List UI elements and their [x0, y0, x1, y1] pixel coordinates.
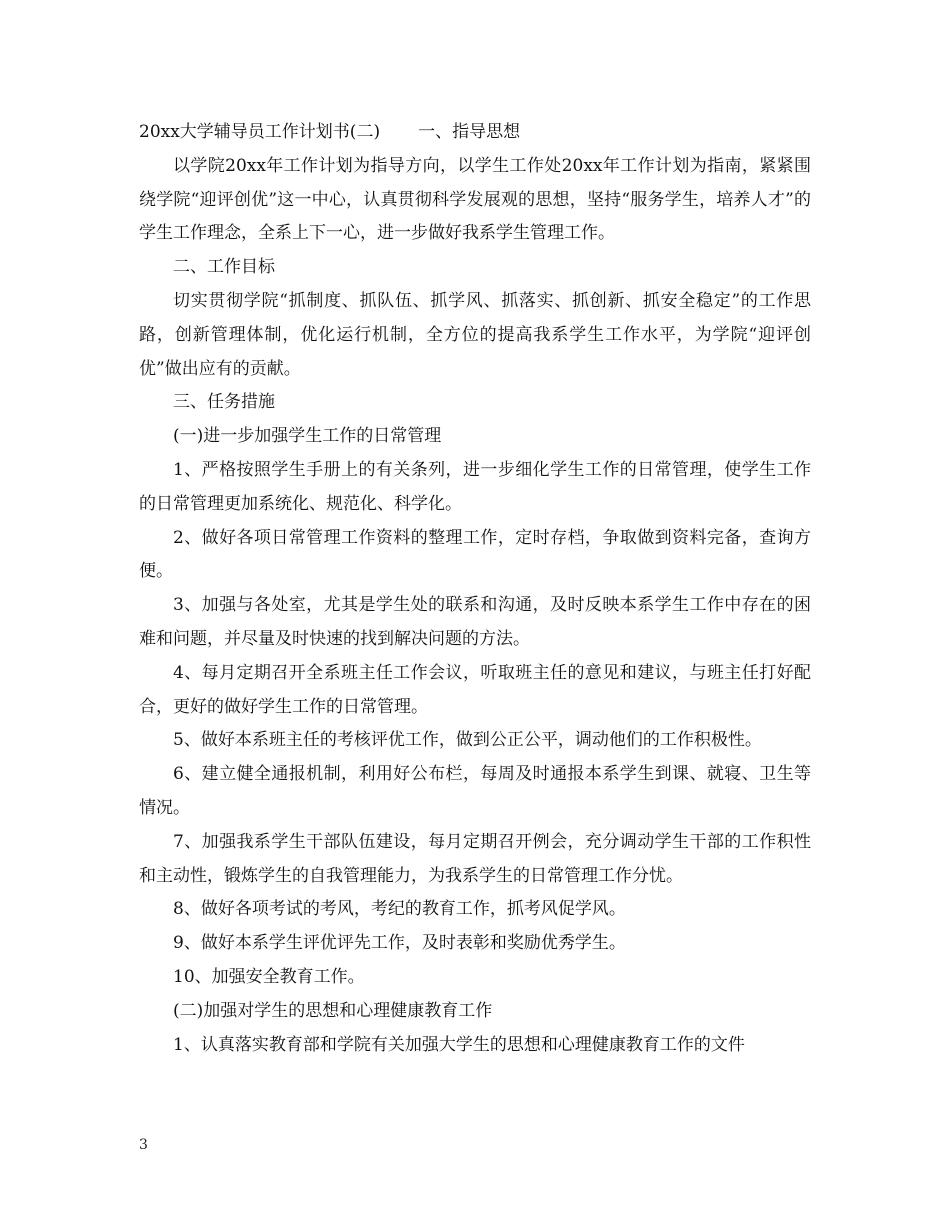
- paragraph-guiding-ideology: 以学院20xx年工作计划为指导方向，以学生工作处20xx年工作计划为指南，紧紧围绕学院“迎评创优”这一中心，认真贯彻科学发展观的思想，坚持“服务学生，培养人才”的学生工作理念，全系上下一心，进一步做好我系学生管理工作。: [139, 155, 811, 244]
- list-item: 9、做好本系学生评优评先工作，及时表彰和奖励优秀学生。: [173, 933, 626, 954]
- page-number: 3: [139, 1137, 148, 1153]
- list-item: 8、做好各项考试的考风，考纪的教育工作，抓考风促学风。: [173, 899, 626, 920]
- section-heading-task-measures: 三、任务措施: [173, 392, 275, 413]
- list-item: 10、加强安全教育工作。: [173, 966, 365, 987]
- list-item: 3、加强与各处室，尤其是学生处的联系和沟通，及时反映本系学生工作中存在的困难和问题，并尽量及时快速的找到解决问题的方法。: [139, 595, 811, 649]
- list-item: 2、做好各项日常管理工作资料的整理工作，定时存档，争取做到资料完备，查询方便。: [139, 527, 811, 582]
- document-title: 20xx大学辅导员工作计划书(二): [139, 122, 381, 142]
- list-item: 5、做好本系班主任的考核评优工作，做到公正公平，调动他们的工作积极性。: [173, 730, 762, 751]
- list-item: 1、认真落实教育部和学院有关加强大学生的思想和心理健康教育工作的文件: [173, 1034, 745, 1055]
- section-heading-guiding-ideology: 一、指导思想: [418, 122, 521, 142]
- list-item: 1、严格按照学生手册上的有关条列，进一步细化学生工作的日常管理，使学生工作的日常管理更加系统化、规范化、科学化。: [139, 459, 811, 514]
- document-body: [139, 116, 811, 1062]
- section-heading-work-goals: 二、工作目标: [173, 257, 275, 278]
- subheading-mental-health-education: (二)加强对学生的思想和心理健康教育工作: [173, 1000, 493, 1021]
- document-title-line: [139, 116, 811, 150]
- list-item: 4、每月定期召开全系班主任工作会议，听取班主任的意见和建议，与班主任打好配合，更好的做好学生工作的日常管理。: [139, 662, 811, 717]
- list-item: 6、建立健全通报机制，利用好公布栏，每周及时通报本系学生到课、就寝、卫生等情况。: [139, 764, 811, 818]
- paragraph-work-goals: 切实贯彻学院“抓制度、抓队伍、抓学风、抓落实、抓创新、抓安全稳定”的工作思路，创新管理体制，优化运行机制，全方位的提高我系学生工作水平，为学院“迎评创优”做出应有的贡献。: [139, 290, 811, 379]
- list-item: 7、加强我系学生干部队伍建设，每月定期召开例会，充分调动学生干部的工作积性和主动性，锻炼学生的自我管理能力，为我系学生的日常管理工作分忧。: [139, 831, 811, 886]
- subheading-daily-management: (一)进一步加强学生工作的日常管理: [173, 426, 442, 447]
